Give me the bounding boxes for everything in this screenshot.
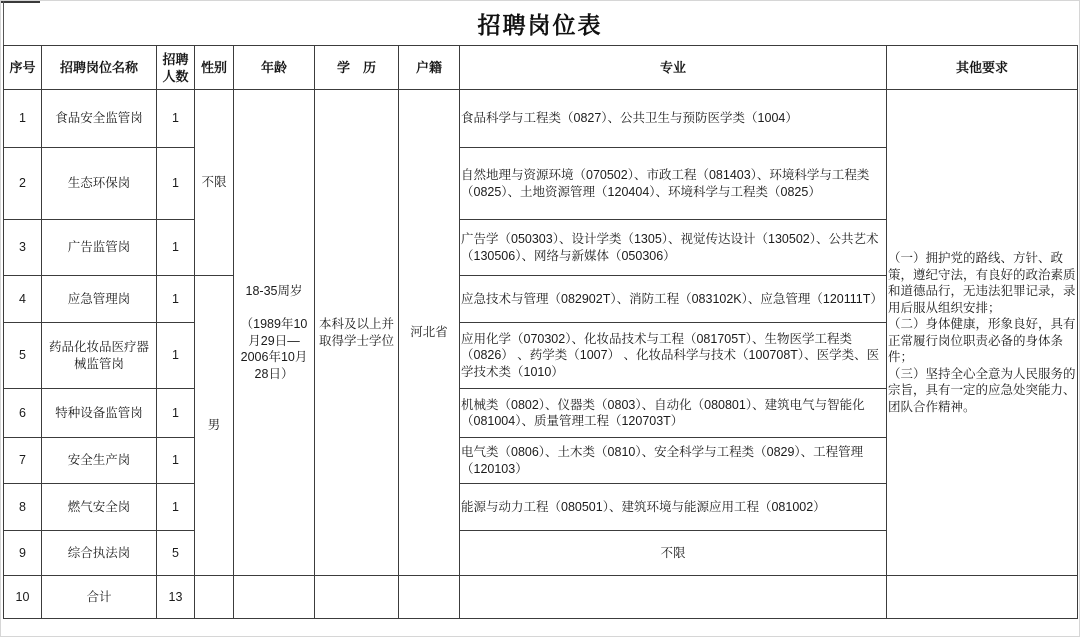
age-date-range: （1989年10月29日—2006年10月28日） (240, 317, 308, 381)
col-header-name: 招聘岗位名称 (42, 46, 157, 90)
table-row (4, 90, 1078, 148)
cell-position-name: 合计 (42, 576, 157, 619)
page-title: 招聘岗位表 (477, 12, 603, 38)
cell-seq: 8 (4, 484, 42, 531)
cell-specialty: 应用化学（070302）、化妆品技术与工程（081705T）、生物医学工程类（0826） 、药学类（1007） 、化妆品科学与技术（100708T）、医学类、医学技术类（1010） (460, 323, 887, 389)
other-requirement-item: （一）拥护党的路线、方针、政策，遵纪守法，有良好的政治素质和道德品行，无违法犯罪记录，录用后服从组织安排； (888, 251, 1076, 315)
cell-count: 1 (157, 323, 195, 389)
cell-residence (399, 576, 460, 619)
cell-seq: 2 (4, 148, 42, 220)
cell-position-name: 生态环保岗 (42, 148, 157, 220)
table-row (4, 576, 1078, 619)
cell-education (315, 576, 399, 619)
col-header-age: 年龄 (234, 46, 315, 90)
cell-residence: 河北省 (399, 90, 460, 576)
cell-specialty: 机械类（0802）、仪器类（0803）、自动化（080801）、建筑电气与智能化（081004）、质量管理工程（120703T） (460, 389, 887, 438)
other-requirement-item: （三）坚持全心全意为人民服务的宗旨，具有一定的应急处突能力、团队合作精神。 (888, 366, 1076, 414)
cell-count: 1 (157, 220, 195, 276)
cell-seq: 10 (4, 576, 42, 619)
table-header (4, 46, 1078, 90)
other-requirement-item: （二）身体健康，形象良好，具有正常履行岗位职责必备的身体条件； (888, 317, 1076, 364)
cell-count: 1 (157, 484, 195, 531)
cell-gender: 男 (195, 276, 234, 576)
cell-specialty: 自然地理与资源环境（070502）、市政工程（081403）、环境科学与工程类（0825）、土地资源管理（120404）、环境科学与工程类（0825） (460, 148, 887, 220)
cell-count: 1 (157, 90, 195, 148)
cell-age (234, 90, 315, 576)
cell-position-name: 广告监管岗 (42, 220, 157, 276)
cell-specialty (460, 576, 887, 619)
cell-specialty: 应急技术与管理（082902T）、消防工程（083102K）、应急管理（120111T） (460, 276, 887, 323)
cell-position-name: 特种设备监管岗 (42, 389, 157, 438)
cell-seq: 6 (4, 389, 42, 438)
cell-seq: 4 (4, 276, 42, 323)
cell-count: 1 (157, 148, 195, 220)
cell-count: 1 (157, 276, 195, 323)
cell-specialty: 能源与动力工程（080501）、建筑环境与能源应用工程（081002） (460, 484, 887, 531)
cell-position-name: 燃气安全岗 (42, 484, 157, 531)
cell-specialty: 广告学（050303）、设计学类（1305）、视觉传达设计（130502）、公共艺术（130506）、网络与新媒体（050306） (460, 220, 887, 276)
cell-position-name: 安全生产岗 (42, 438, 157, 484)
cell-position-name: 综合执法岗 (42, 531, 157, 576)
cell-specialty: 电气类（0806）、土木类（0810）、安全科学与工程类（0829）、工程管理（120103） (460, 438, 887, 484)
cell-seq: 5 (4, 323, 42, 389)
col-header-other: 其他要求 (887, 46, 1078, 90)
cell-other-requirements (887, 576, 1078, 619)
cell-count: 1 (157, 438, 195, 484)
col-header-seq: 序号 (4, 46, 42, 90)
cell-seq: 3 (4, 220, 42, 276)
cell-education: 本科及以上并取得学士学位 (315, 90, 399, 576)
age-range: 18-35周岁 (245, 283, 303, 298)
header-row (4, 46, 1078, 90)
col-header-count: 招聘人数 (157, 46, 195, 90)
cell-count: 1 (157, 389, 195, 438)
spacer (235, 299, 313, 316)
cell-gender (195, 576, 234, 619)
cell-position-name: 药品化妆品医疗器械监管岗 (42, 323, 157, 389)
cell-position-name: 食品安全监管岗 (42, 90, 157, 148)
cell-specialty: 食品科学与工程类（0827）、公共卫生与预防医学类（1004） (460, 90, 887, 148)
col-header-education: 学 历 (315, 46, 399, 90)
cell-age (234, 576, 315, 619)
cell-position-name: 应急管理岗 (42, 276, 157, 323)
table-body (4, 90, 1078, 619)
col-header-gender: 性别 (195, 46, 234, 90)
col-header-residence: 户籍 (399, 46, 460, 90)
cell-other-requirements (887, 90, 1078, 576)
cell-count: 13 (157, 576, 195, 619)
cell-seq: 1 (4, 90, 42, 148)
col-header-specialty: 专业 (460, 46, 887, 90)
recruitment-table (3, 45, 1078, 619)
cell-specialty: 不限 (460, 531, 887, 576)
cell-seq: 9 (4, 531, 42, 576)
cell-gender: 不限 (195, 90, 234, 276)
cell-seq: 7 (4, 438, 42, 484)
cell-count: 5 (157, 531, 195, 576)
